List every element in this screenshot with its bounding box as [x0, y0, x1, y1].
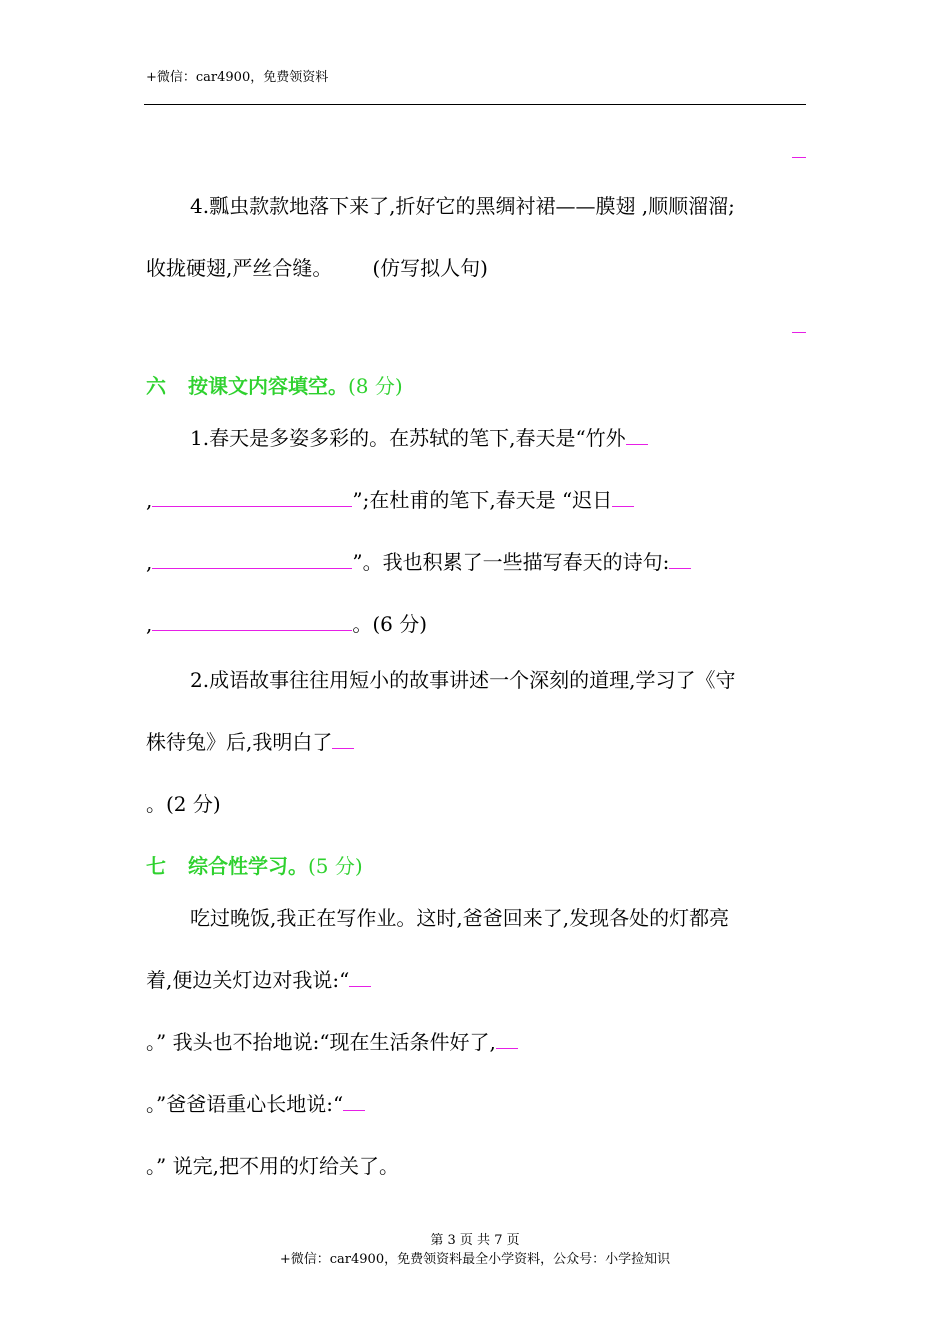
answer-blank[interactable]	[343, 1109, 365, 1111]
s6-q1-line2	[146, 490, 634, 510]
section-7-title: 综合性学习。	[188, 854, 308, 878]
section-6-title: 按课文内容填空。	[188, 374, 348, 398]
section-6-heading	[146, 370, 403, 399]
s6-q1-text1: 1.春天是多姿多彩的。在苏轼的笔下,春天是“竹外	[190, 426, 626, 450]
q4-hint: (仿写拟人句)	[372, 256, 488, 280]
section-6-number: 六	[146, 374, 166, 398]
section-7-number: 七	[146, 854, 166, 878]
s6-q2-line3: 。(2 分)	[146, 792, 221, 816]
s6-q1-text2: ”;在杜甫的笔下,春天是 “迟日	[352, 488, 613, 512]
s6-q1-comma: ,	[146, 488, 153, 512]
answer-blank[interactable]	[152, 505, 352, 507]
s6-q1-text4: 。(6 分)	[352, 612, 428, 636]
s7-line5: 。” 说完,把不用的灯给关了。	[146, 1154, 399, 1178]
s6-q1-line3	[146, 552, 691, 572]
s7-line3	[146, 1032, 518, 1052]
s7-line1: 吃过晚饭,我正在写作业。这时,爸爸回来了,发现各处的灯都亮	[190, 906, 730, 930]
s6-q2-line2	[146, 732, 354, 752]
section-6-points: (8 分)	[348, 374, 403, 398]
answer-blank[interactable]	[349, 985, 371, 987]
header-divider	[144, 104, 806, 105]
answer-blank[interactable]	[626, 443, 648, 445]
section-7-heading	[146, 850, 363, 879]
s6-q1-comma: ,	[146, 612, 153, 636]
answer-blank[interactable]	[612, 505, 634, 507]
answer-blank[interactable]	[669, 567, 691, 569]
s7-text3: 。” 我头也不抬地说:“现在生活条件好了,	[146, 1030, 496, 1054]
q4-line1: 4.瓢虫款款地落下来了,折好它的黑绸衬裙——膜翅 ,顺顺溜溜;	[190, 194, 735, 218]
answer-blank[interactable]	[792, 332, 806, 333]
s6-q1-text3: ”。我也积累了一些描写春天的诗句:	[352, 550, 670, 574]
q4-line2	[146, 258, 488, 278]
s6-q1-line4	[146, 614, 427, 634]
answer-blank[interactable]	[792, 157, 806, 158]
answer-blank[interactable]	[496, 1047, 518, 1049]
answer-blank[interactable]	[152, 567, 352, 569]
answer-blank[interactable]	[332, 747, 354, 749]
footer-text: +微信：car4900，免费领资料最全小学资料，公众号：小学捡知识	[279, 1252, 671, 1267]
s7-text4: 。”爸爸语重心长地说:“	[146, 1092, 344, 1116]
s7-line4	[146, 1094, 365, 1114]
q4-text: 收拢硬翅,严丝合缝。	[146, 256, 333, 280]
s7-text2: 着,便边关灯边对我说:“	[146, 968, 350, 992]
section-7-points: (5 分)	[308, 854, 363, 878]
s7-line2	[146, 970, 371, 990]
s6-q1-line1	[190, 428, 648, 448]
s6-q2-text2: 株待兔》后,我明白了	[146, 730, 333, 754]
answer-blank[interactable]	[152, 629, 352, 631]
page-number: 第 3 页 共 7 页	[430, 1233, 520, 1248]
s6-q1-comma: ,	[146, 550, 153, 574]
s6-q2-line1: 2.成语故事往往用短小的故事讲述一个深刻的道理,学习了《守	[190, 668, 736, 692]
header-text: +微信：car4900，免费领资料	[146, 70, 329, 85]
